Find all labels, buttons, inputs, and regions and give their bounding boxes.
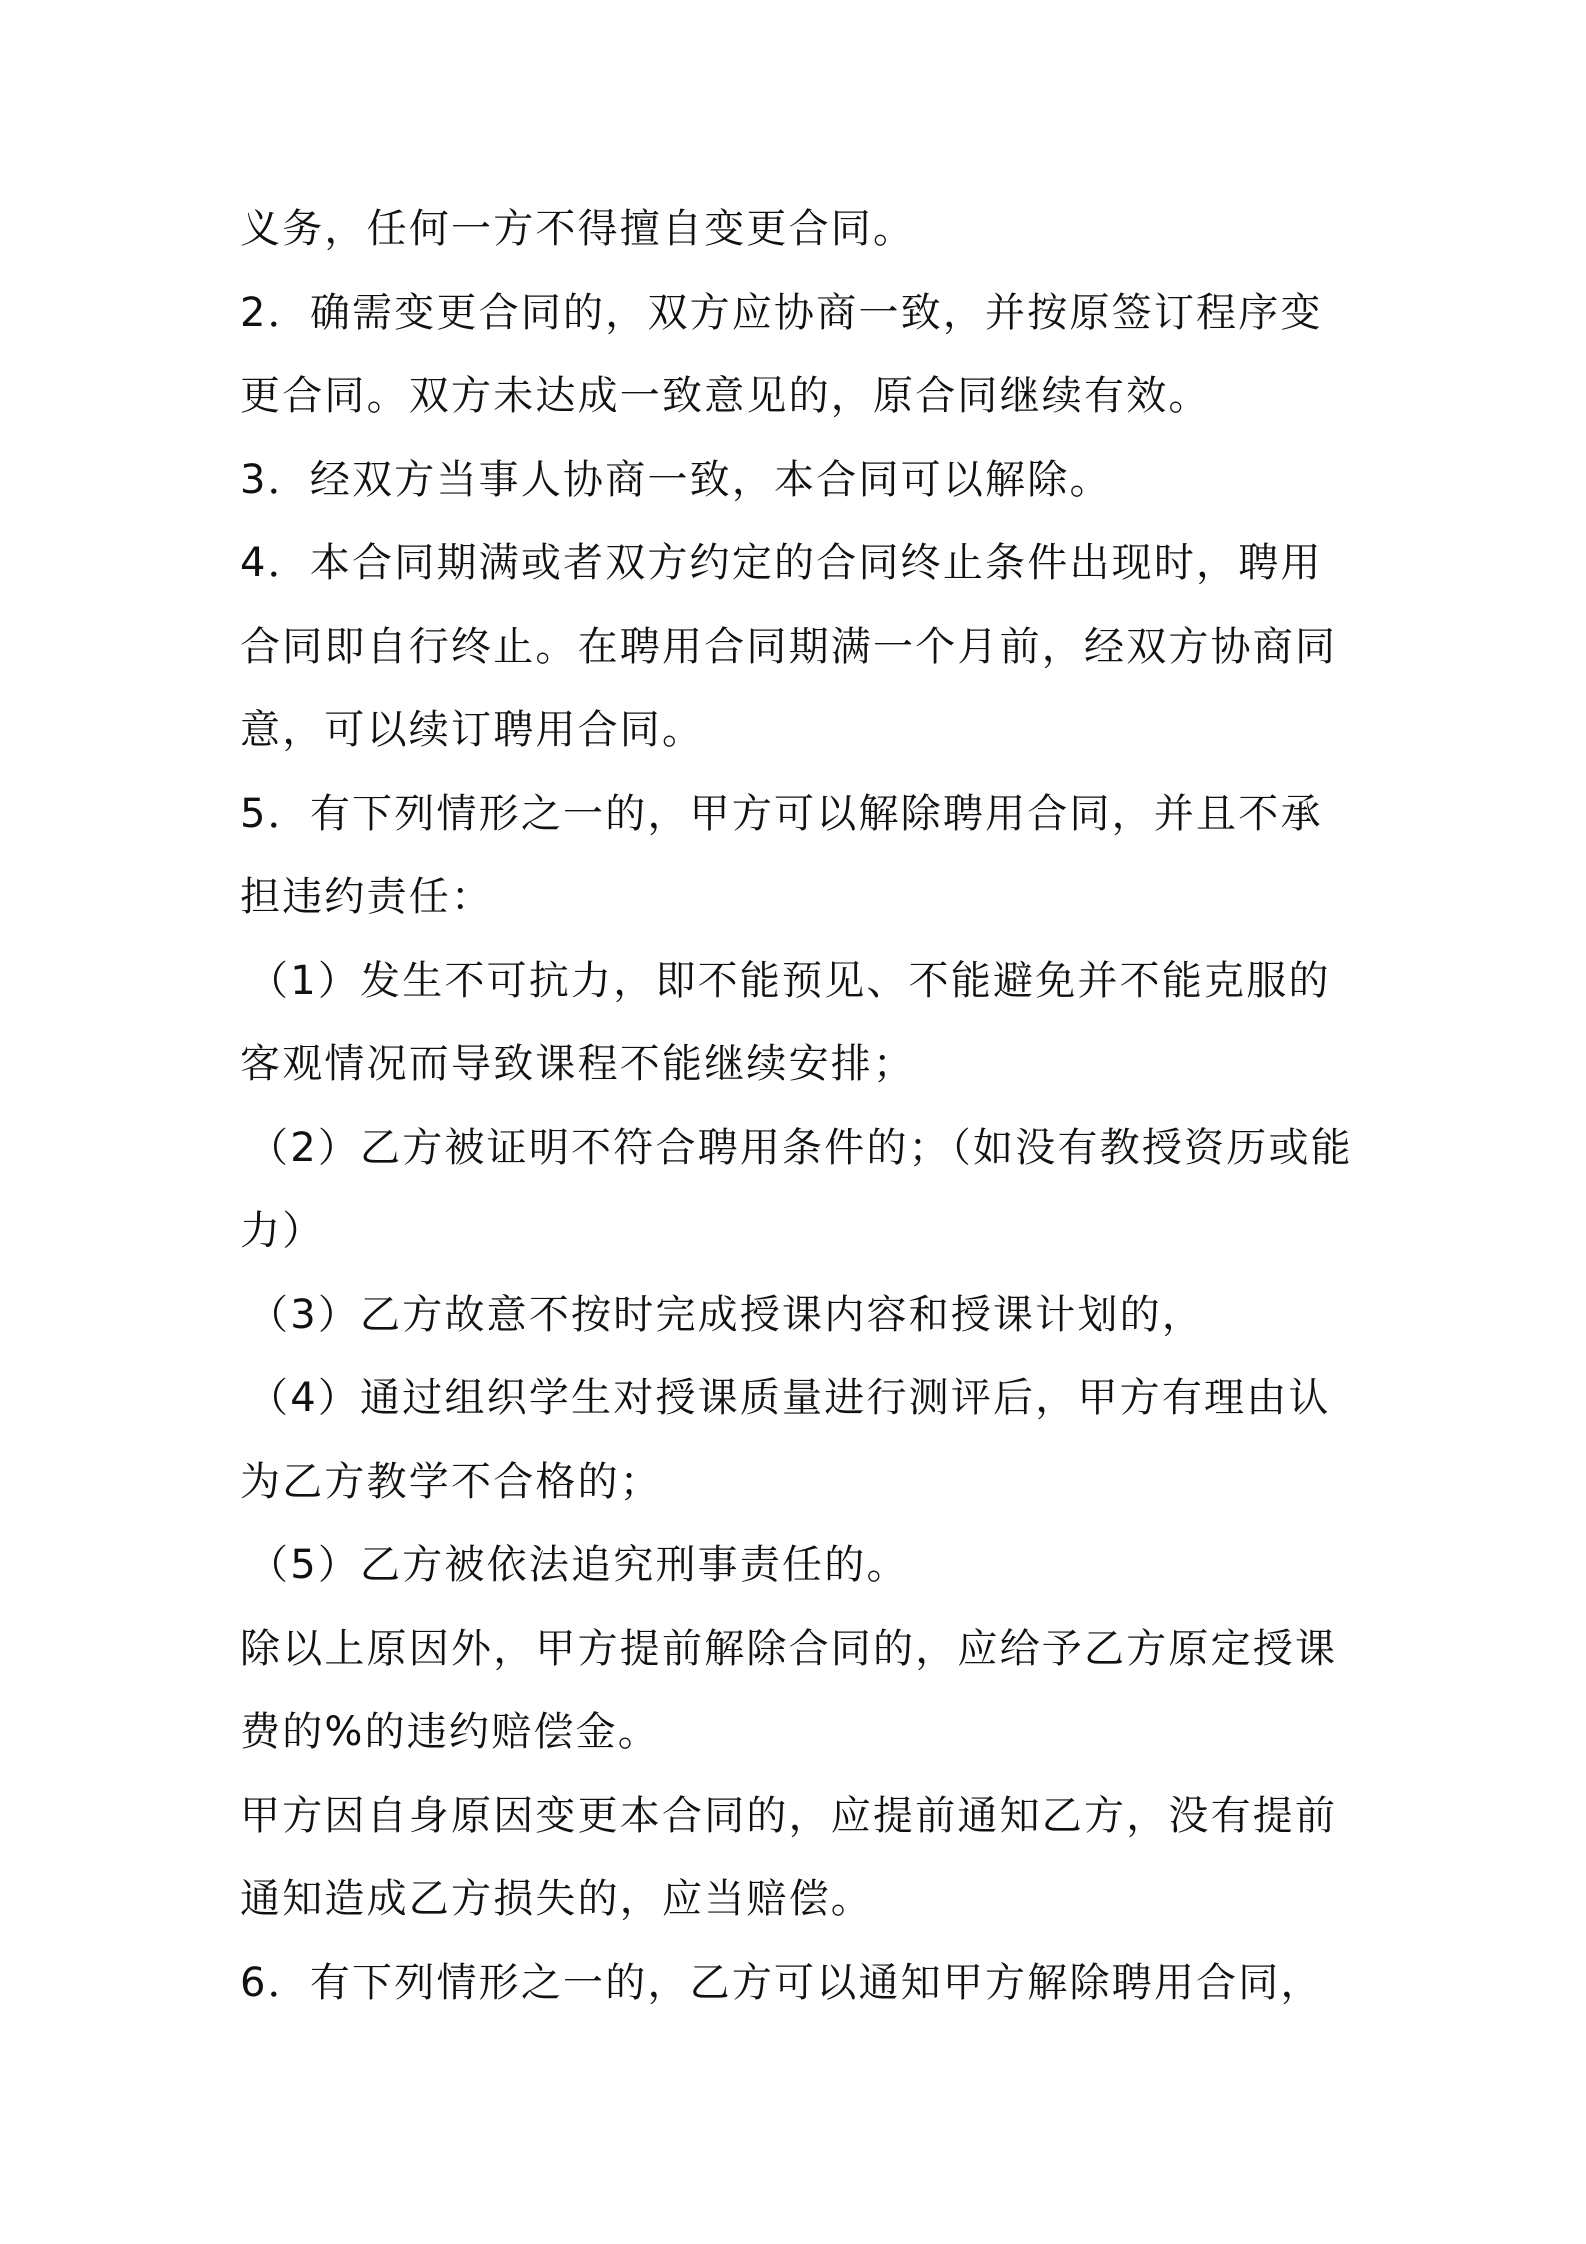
text-line: 除以上原因外，甲方提前解除合同的，应给予乙方原定授课 xyxy=(240,1625,1338,1672)
sub-item-3-line: （3）乙方故意不按时完成授课内容和授课计划的， xyxy=(248,1291,1205,1338)
text-line: 更合同。双方未达成一致意见的，原合同继续有效。 xyxy=(240,373,1211,419)
clause-6-line: 6．有下列情形之一的，乙方可以通知甲方解除聘用合同， xyxy=(240,1959,1323,2006)
clause-2-line: 2．确需变更合同的，双方应协商一致，并按原签订程序变 xyxy=(240,289,1323,336)
sub-item-5-line: （5）乙方被依法追究刑事责任的。 xyxy=(248,1542,909,1588)
text-line: 合同即自行终止。在聘用合同期满一个月前，经双方协商同 xyxy=(240,623,1338,670)
clause-3-line: 3．经双方当事人协商一致，本合同可以解除。 xyxy=(240,456,1112,503)
contract-text-body xyxy=(240,188,1360,2025)
text-line: 费的%的违约赔偿金。 xyxy=(240,1709,661,1755)
sub-item-1-line: （1）发生不可抗力，即不能预见、不能避免并不能克服的 xyxy=(248,957,1331,1004)
text-line: 力） xyxy=(240,1208,325,1254)
text-line: 担违约责任： xyxy=(240,874,494,920)
clause-5-line: 5．有下列情形之一的，甲方可以解除聘用合同，并且不承 xyxy=(240,790,1323,837)
text-line: 甲方因自身原因变更本合同的，应提前通知乙方，没有提前 xyxy=(240,1792,1338,1839)
text-line: 客观情况而导致课程不能继续安排； xyxy=(240,1041,916,1087)
sub-item-4-line: （4）通过组织学生对授课质量进行测评后，甲方有理由认 xyxy=(248,1375,1331,1421)
text-line: 通知造成乙方损失的，应当赔偿。 xyxy=(240,1876,873,1922)
text-line: 义务，任何一方不得擅自变更合同。 xyxy=(240,206,916,252)
text-line: 为乙方教学不合格的； xyxy=(240,1458,662,1505)
text-line: 意，可以续订聘用合同。 xyxy=(240,707,705,753)
sub-item-2-line: （2）乙方被证明不符合聘用条件的；（如没有教授资历或能 xyxy=(248,1124,1353,1171)
clause-4-line: 4．本合同期满或者双方约定的合同终止条件出现时，聘用 xyxy=(240,540,1323,586)
